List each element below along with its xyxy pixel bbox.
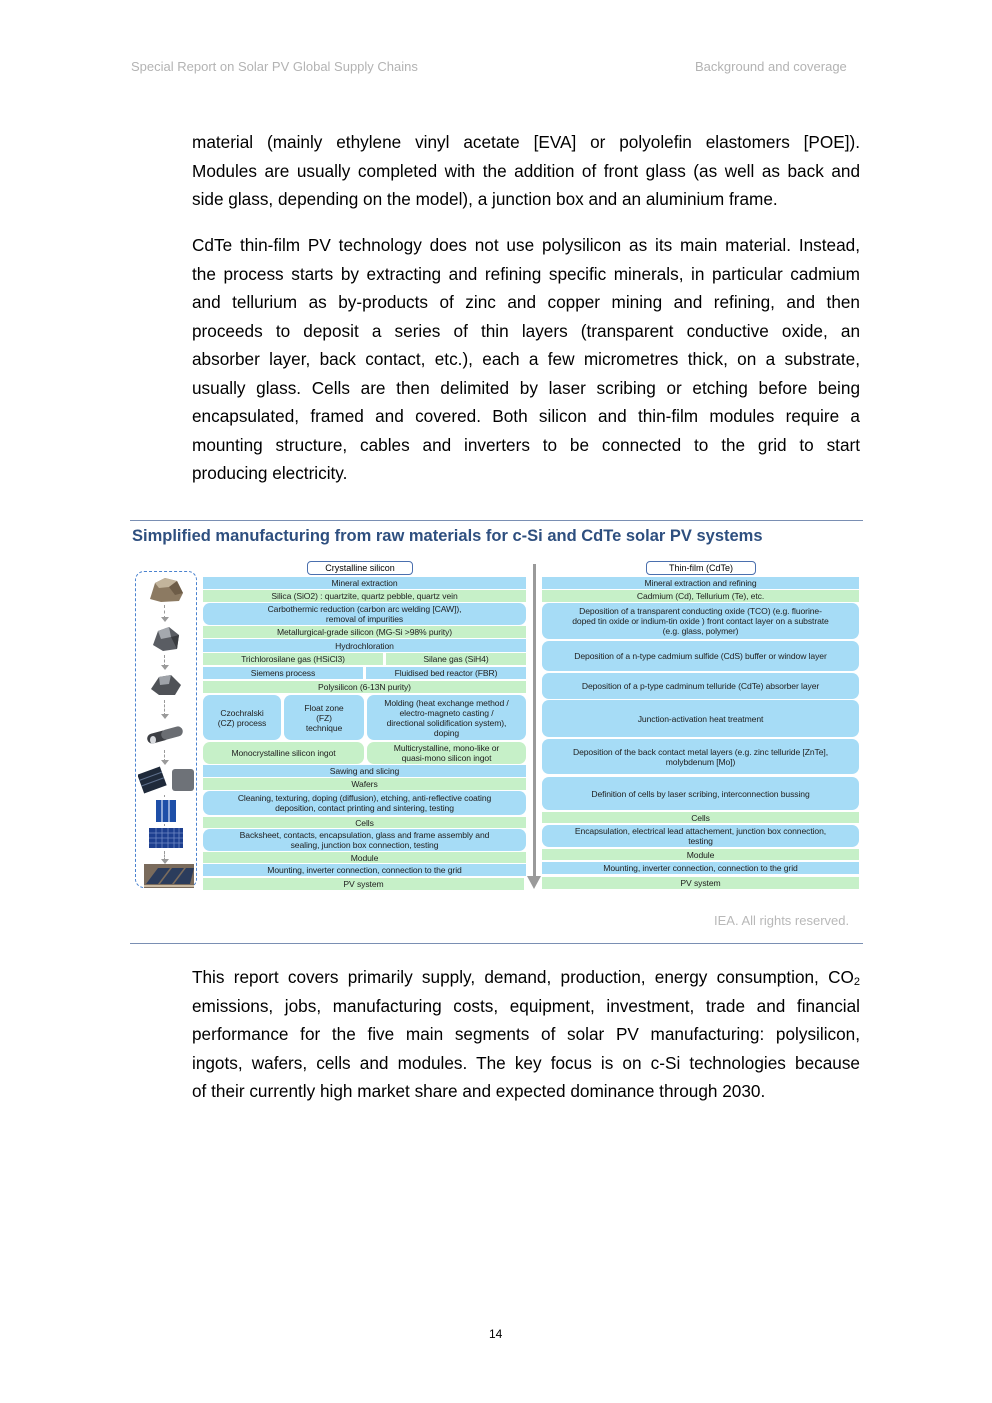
cdte-back-contact xyxy=(542,739,859,774)
text-line: Modules are usually completed with the addition of front glass (as well as back and xyxy=(192,160,860,181)
box-text-line: deposition, contact printing and sintering, testing xyxy=(275,803,454,813)
box-text-line: removal of impurities xyxy=(325,614,404,624)
text-line: material (mainly ethylene vinyl acetate [EVA] or polyolefin elastomers [POE]). xyxy=(192,132,860,152)
cdte-mineral: Mineral extraction and refining xyxy=(542,577,859,589)
pv-system-icon xyxy=(144,864,194,888)
csi-trichlorosilane: Trichlorosilane gas (HSiCl3) xyxy=(203,653,383,665)
text-line: producing electricity. xyxy=(192,463,348,483)
csi-cells: Cells xyxy=(203,817,526,828)
box-text-line: technique xyxy=(305,722,343,733)
box-text-line: Multicrystalline, mono-like or xyxy=(393,743,500,753)
csi-polysilicon: Polysilicon (6-13N purity) xyxy=(203,681,526,693)
running-header-title: Special Report on Solar PV Global Supply Chains xyxy=(131,59,418,74)
solar-cell-icon xyxy=(155,799,177,823)
text-line: mounting structure, cables and inverters to be connected to the grid to start xyxy=(192,434,860,455)
csi-siemens: Siemens process xyxy=(203,667,363,679)
csi-silica: Silica (SiO2) : quartzite, quartz pebble, quartz vein xyxy=(203,590,526,602)
page-number: 14 xyxy=(489,1327,503,1341)
flow-arrow-head xyxy=(161,760,169,765)
box-text-line: Carbothermic reduction (carbon arc welding [CAW]), xyxy=(267,604,462,614)
text-line: CdTe thin-film PV technology does not use polysilicon as its main material. Instead, xyxy=(192,235,860,255)
text-line: absorber layer, back contact, etc.), each a few micrometres thick, on a substrate, xyxy=(192,349,860,369)
box-text-line: doped tin oxide or indium-tin oxide ) front contact layer on a substrate xyxy=(572,616,829,626)
box-text-line: directional solidification system), xyxy=(386,717,507,728)
cdte-module: Module xyxy=(542,849,859,860)
subscript: 2 xyxy=(853,976,860,988)
text-line: the process starts by extracting and refining specific minerals, in particular cadmium xyxy=(192,263,860,284)
figure-bottom-rule xyxy=(130,943,863,944)
box-text-line: electro-magneto casting / xyxy=(399,707,494,718)
text-line: and tellurium as by-products of zinc and copper mining and refining, and then xyxy=(192,292,860,312)
box-text-line: Cleaning, texturing, doping (diffusion), etching, anti-reflective coating xyxy=(237,793,492,803)
cdte-junction: Junction-activation heat treatment xyxy=(542,700,859,737)
cdte-definition: Definition of cells by laser scribing, interconnection bussing xyxy=(542,777,859,810)
flow-arrow-head xyxy=(161,665,169,670)
polysilicon-chunk-icon xyxy=(149,673,183,697)
cdte-tco xyxy=(542,603,859,639)
cdte-mounting: Mounting, inverter connection, connection to the grid xyxy=(542,862,859,874)
cdte-cadmium: Cadmium (Cd), Tellurium (Te), etc. xyxy=(542,590,859,602)
running-header-section: Background and coverage xyxy=(695,59,847,74)
flow-arrow-head xyxy=(161,617,169,622)
csi-mineral-extraction: Mineral extraction xyxy=(203,577,526,589)
box-text-line: (e.g. glass, polymer) xyxy=(662,626,739,636)
csi-cleaning xyxy=(203,791,526,815)
text-line: encapsulated, framed and covered. Both silicon and thin-film modules require a xyxy=(192,406,860,426)
flow-direction-line xyxy=(533,564,536,878)
figure-title: Simplified manufacturing from raw materials for c-Si and CdTe solar PV systems xyxy=(132,527,763,545)
csi-multi-ingot xyxy=(367,742,526,764)
csi-mounting: Mounting, inverter connection, connection to the grid xyxy=(203,864,526,876)
box-text-line: molybdenum [Mo]) xyxy=(665,756,736,767)
text-line: usually glass. Cells are then delimited by laser scribing or etching before being xyxy=(192,377,860,398)
box-text-line: Czochralski xyxy=(220,707,264,718)
box-text-line: (FZ) xyxy=(316,712,332,723)
csi-column-tag: Crystalline silicon xyxy=(307,561,413,575)
csi-fbr: Fluidised bed reactor (FBR) xyxy=(366,667,526,679)
csi-wafers: Wafers xyxy=(203,778,526,790)
figure-credit: IEA. All rights reserved. xyxy=(714,913,850,928)
paragraph-cdte xyxy=(192,231,860,488)
csi-fz-technique xyxy=(284,695,364,740)
text-fragment: This report covers primarily supply, demand, production, energy consumption, CO xyxy=(192,967,854,987)
cdte-pv-system: PV system xyxy=(542,877,859,889)
cdte-encapsulation xyxy=(542,825,859,847)
flow-arrow xyxy=(164,824,165,826)
csi-sawing: Sawing and slicing xyxy=(203,765,526,777)
csi-cz-process xyxy=(203,695,281,740)
box-text-line: Encapsulation, electrical lead attachement, junction box connection, xyxy=(574,826,827,836)
box-text-line: Molding (heat exchange method / xyxy=(384,697,509,708)
box-text-line: Deposition of the back contact metal layers (e.g. zinc telluride [ZnTe], xyxy=(572,746,829,757)
flow-arrow xyxy=(164,795,165,797)
box-text-line: sealing, junction box connection, testing xyxy=(290,840,439,850)
paragraph-coverage xyxy=(192,963,860,1106)
csi-backsheet xyxy=(203,829,526,851)
text-line: emissions, jobs, manufacturing costs, equipment, investment, trade and financial xyxy=(192,995,860,1016)
cdte-cells: Cells xyxy=(542,812,859,823)
csi-carbothermic xyxy=(203,603,526,625)
box-text-line: Deposition of a transparent conducting oxide (TCO) (e.g. fluorine- xyxy=(579,606,822,616)
text-line: performance for the five main segments of solar PV manufacturing: polysilicon, xyxy=(192,1024,860,1044)
cdte-absorber: Deposition of a p-type cadminum telluride (CdTe) absorber layer xyxy=(542,673,859,699)
box-text-line: doping xyxy=(433,727,460,738)
csi-pv-system: PV system xyxy=(203,878,524,890)
silicon-ingot-icon xyxy=(145,724,185,748)
text-line: ingots, wafers, cells and modules. The key focus is on c-Si technologies because xyxy=(192,1052,860,1073)
quartz-rock-icon xyxy=(147,575,185,603)
text-line: side glass, depending on the model), a junction box and an aluminium frame. xyxy=(192,189,778,209)
text-line: of their currently high market share and expected dominance through 2030. xyxy=(192,1081,766,1101)
silicon-chunk-icon xyxy=(149,625,183,653)
paragraph-modules xyxy=(192,128,860,214)
flow-direction-arrowhead xyxy=(527,876,541,889)
wafer-icon xyxy=(138,766,196,794)
box-text-line: (CZ) process xyxy=(217,717,267,728)
csi-mg-si: Metallurgical-grade silicon (MG-Si >98% purity) xyxy=(203,626,526,638)
csi-mono-ingot: Monocrystalline silicon ingot xyxy=(203,742,364,764)
text-line: proceeds to deposit a series of thin layers (transparent conductive oxide, an xyxy=(192,320,860,341)
box-text-line: Float zone xyxy=(304,702,344,713)
solar-module-icon xyxy=(148,827,184,849)
csi-module: Module xyxy=(203,852,526,863)
cdte-cds: Deposition of a n-type cadmium sulfide (CdS) buffer or window layer xyxy=(542,641,859,671)
box-text-line: testing xyxy=(688,836,713,846)
csi-silane: Silane gas (SiH4) xyxy=(386,653,526,665)
box-text-line: Backsheet, contacts, encapsulation, glass and frame assembly and xyxy=(239,830,490,840)
cdte-column-tag: Thin-film (CdTe) xyxy=(646,561,756,575)
figure-top-rule xyxy=(130,520,863,521)
box-text-line: quasi-mono silicon ingot xyxy=(401,753,492,763)
flow-arrow-head xyxy=(161,714,169,719)
csi-hydrochloration: Hydrochloration xyxy=(203,639,526,652)
csi-molding xyxy=(367,695,526,740)
text-line xyxy=(192,963,860,992)
